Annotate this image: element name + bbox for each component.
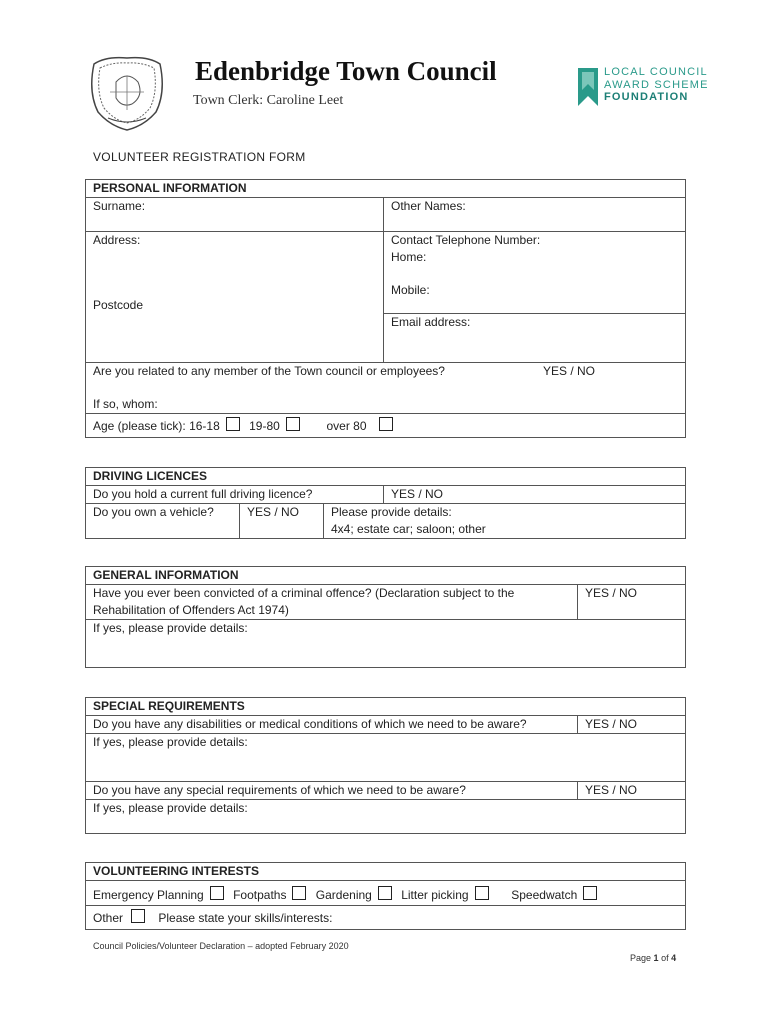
emergency-planning-checkbox[interactable]	[210, 886, 224, 900]
telephone-field[interactable]	[384, 232, 686, 314]
badge-line-1: LOCAL COUNCIL	[604, 66, 708, 78]
age-16-18-checkbox[interactable]	[226, 417, 240, 431]
disability-question: Do you have any disabilities or medical conditions of which we need to be aware?	[86, 716, 578, 734]
surname-field[interactable]	[86, 198, 384, 232]
licence-yes-no[interactable]: YES / NO	[384, 486, 686, 504]
disability-details-label: If yes, please provide details:	[93, 735, 248, 749]
age-over-80-checkbox[interactable]	[379, 417, 393, 431]
address-label: Address:	[93, 233, 141, 247]
whom-label: If so, whom:	[93, 397, 158, 411]
criminal-question-line-1: Have you ever been convicted of a criminal offence? (Declaration subject to the	[93, 586, 515, 600]
other-names-label: Other Names:	[391, 199, 466, 213]
interests-table	[85, 862, 686, 930]
age-19-80-checkbox[interactable]	[286, 417, 300, 431]
special-details-field[interactable]	[86, 800, 686, 834]
section-heading: SPECIAL REQUIREMENTS	[86, 698, 686, 716]
driving-table	[85, 467, 686, 539]
vehicle-yes-no[interactable]: YES / NO	[240, 504, 324, 539]
footpaths-label: Footpaths	[233, 888, 287, 902]
disability-yes-no[interactable]: YES / NO	[578, 716, 686, 734]
vehicle-question: Do you own a vehicle?	[86, 504, 240, 539]
section-heading: VOLUNTEERING INTERESTS	[86, 863, 686, 881]
litter-picking-label: Litter picking	[401, 888, 469, 902]
page-number	[630, 953, 676, 963]
speedwatch-checkbox[interactable]	[583, 886, 597, 900]
litter-picking-checkbox[interactable]	[475, 886, 489, 900]
vehicle-types: 4x4; estate car; saloon; other	[331, 522, 486, 536]
mobile-label: Mobile:	[391, 283, 430, 297]
age-16-18-label: 16-18	[189, 419, 220, 433]
age-over-80-label: over 80	[326, 419, 367, 433]
special-requirements-table	[85, 697, 686, 834]
council-crest-logo	[86, 52, 168, 132]
page-of-label: of	[661, 953, 669, 963]
page-current: 1	[653, 953, 659, 963]
section-heading: PERSONAL INFORMATION	[86, 180, 686, 198]
contact-label: Contact Telephone Number:	[391, 233, 541, 247]
email-field[interactable]	[384, 314, 686, 363]
award-ribbon-icon	[576, 66, 600, 110]
award-scheme-badge	[576, 66, 722, 110]
section-heading: DRIVING LICENCES	[86, 468, 686, 486]
special-details-label: If yes, please provide details:	[93, 801, 248, 815]
age-label: Age (please tick):	[93, 419, 186, 433]
address-field[interactable]	[86, 232, 384, 363]
interests-row	[86, 881, 686, 906]
criminal-yes-no[interactable]: YES / NO	[578, 585, 686, 620]
surname-label: Surname:	[93, 199, 146, 213]
related-row[interactable]	[86, 363, 686, 414]
postcode-label: Postcode	[93, 298, 144, 312]
criminal-details-label: If yes, please provide details:	[93, 621, 248, 635]
special-yes-no[interactable]: YES / NO	[578, 782, 686, 800]
vehicle-details-label: Please provide details:	[331, 505, 452, 519]
council-title: Edenbridge Town Council	[195, 56, 497, 86]
age-19-80-label: 19-80	[249, 419, 280, 433]
badge-line-2: AWARD SCHEME	[604, 78, 709, 91]
email-label: Email address:	[391, 315, 471, 329]
vehicle-details-field[interactable]	[324, 504, 686, 539]
section-heading: GENERAL INFORMATION	[86, 567, 686, 585]
page-label: Page	[630, 953, 652, 963]
skills-label[interactable]: Please state your skills/interests:	[158, 911, 333, 925]
related-yes-no[interactable]: YES / NO	[543, 364, 596, 378]
personal-info-table	[85, 179, 686, 438]
badge-line-3: FOUNDATION	[604, 91, 689, 103]
gardening-label: Gardening	[315, 888, 372, 902]
criminal-details-field[interactable]	[86, 620, 686, 668]
other-label: Other	[93, 911, 124, 925]
footpaths-checkbox[interactable]	[292, 886, 306, 900]
other-names-field[interactable]	[384, 198, 686, 232]
speedwatch-label: Speedwatch	[511, 888, 578, 902]
age-row	[86, 414, 686, 438]
page-total: 4	[671, 953, 677, 963]
other-row	[86, 906, 686, 930]
gardening-checkbox[interactable]	[378, 886, 392, 900]
policy-footer: Council Policies/Volunteer Declaration – adopted February 2020	[93, 941, 349, 951]
other-checkbox[interactable]	[131, 909, 145, 923]
disability-details-field[interactable]	[86, 734, 686, 782]
special-question: Do you have any special requirements of which we need to be aware?	[86, 782, 578, 800]
related-question: Are you related to any member of the Town council or employees?	[93, 364, 445, 378]
criminal-question-line-2: Rehabilitation of Offenders Act 1974)	[93, 603, 289, 617]
form-title: VOLUNTEER REGISTRATION FORM	[93, 150, 306, 164]
criminal-question	[86, 585, 578, 620]
home-label: Home:	[391, 250, 427, 264]
licence-question: Do you hold a current full driving licence?	[86, 486, 384, 504]
general-info-table	[85, 566, 686, 668]
town-clerk: Town Clerk: Caroline Leet	[193, 93, 344, 108]
emergency-planning-label: Emergency Planning	[93, 888, 204, 902]
